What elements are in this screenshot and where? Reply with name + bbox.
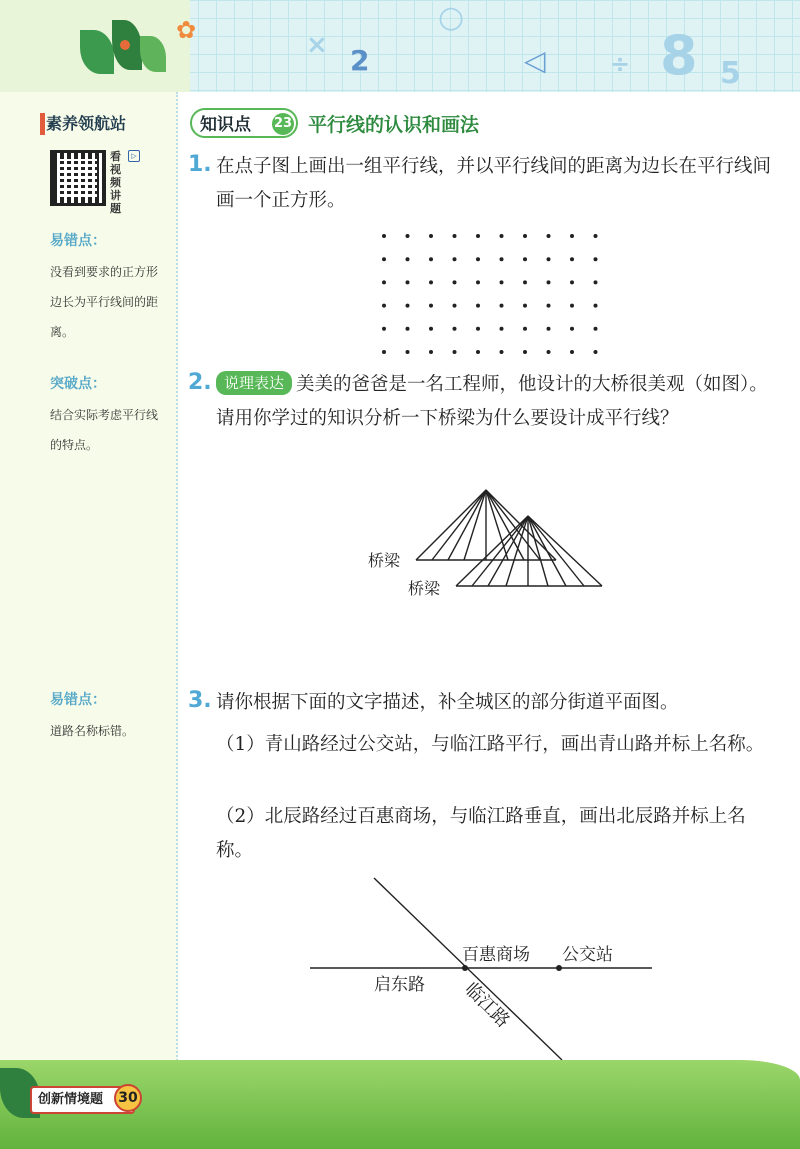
header-decoration — [0, 0, 190, 92]
grid-dot[interactable] — [594, 304, 598, 308]
river-road-label: 临江路 — [460, 978, 514, 1032]
bus-stop-point — [556, 965, 562, 971]
grid-dot[interactable] — [382, 257, 386, 261]
grid-dot[interactable] — [523, 280, 527, 284]
grid-dot[interactable] — [429, 327, 433, 331]
grid-dot[interactable] — [382, 304, 386, 308]
grid-dot[interactable] — [570, 280, 574, 284]
question-subitem: （1）青山路经过公交站，与临江路平行，画出青山路并标上名称。 — [216, 734, 765, 755]
grid-dot[interactable] — [594, 327, 598, 331]
grid-dot[interactable] — [429, 350, 433, 354]
grid-dot[interactable] — [500, 327, 504, 331]
grid-dot[interactable] — [476, 234, 480, 238]
sidebar-badge — [46, 110, 126, 138]
grid-dot[interactable] — [429, 304, 433, 308]
question-subitem: （2）北辰路经过百惠商场，与临江路垂直，画出北辰路并标上名称。 — [216, 806, 746, 861]
grid-dot[interactable] — [453, 304, 457, 308]
footer-label: 创新情境题 — [30, 1086, 135, 1114]
grid-dot[interactable] — [500, 304, 504, 308]
grid-dot[interactable] — [453, 327, 457, 331]
note-title: 易错点： — [50, 692, 106, 708]
bus-stop-label: 公交站 — [562, 945, 613, 965]
grid-dot[interactable] — [594, 257, 598, 261]
decor-circle-icon: ○ — [438, 0, 465, 35]
grid-dot[interactable] — [500, 234, 504, 238]
mall-label: 百惠商场 — [462, 945, 530, 965]
decor-digit-icon: 5 — [720, 56, 741, 91]
grid-dot[interactable] — [547, 327, 551, 331]
street-map[interactable] — [300, 870, 670, 1070]
grid-dot[interactable] — [547, 280, 551, 284]
butterfly-icon: ✿ — [176, 16, 197, 44]
note-text: 结合实际考虑平行线的特点。 — [50, 408, 159, 452]
note-title: 易错点： — [50, 233, 106, 249]
bridge-label: 桥梁 — [408, 579, 441, 598]
grid-dot[interactable] — [382, 350, 386, 354]
grid-dot[interactable] — [594, 350, 598, 354]
grid-dot[interactable] — [594, 280, 598, 284]
note-title: 突破点： — [50, 376, 106, 392]
decor-plus-icon: × — [306, 30, 328, 60]
qr-code-icon[interactable] — [50, 150, 106, 206]
grid-dot[interactable] — [406, 234, 410, 238]
grid-dot[interactable] — [523, 327, 527, 331]
linjiang-road-line — [374, 878, 562, 1060]
grid-dot[interactable] — [382, 280, 386, 284]
grid-dot[interactable] — [523, 257, 527, 261]
question-number: 1. — [188, 152, 212, 177]
grid-dot[interactable] — [406, 257, 410, 261]
play-icon: ▷ — [128, 150, 140, 162]
decor-triangle-icon: ◁ — [524, 44, 546, 77]
grid-dot[interactable] — [476, 327, 480, 331]
decor-digit-icon: 8 — [660, 24, 698, 87]
topic-title: 平行线的认识和画法 — [308, 114, 480, 136]
grid-dot[interactable] — [547, 304, 551, 308]
dot-grid[interactable] — [372, 226, 608, 362]
decor-digit-icon: 2 — [350, 44, 370, 77]
question-text — [216, 368, 776, 436]
grid-dot[interactable] — [406, 350, 410, 354]
topic-label: 知识点 — [200, 115, 251, 135]
grid-dot[interactable] — [429, 280, 433, 284]
grid-dot[interactable] — [570, 327, 574, 331]
grid-dot[interactable] — [382, 234, 386, 238]
mall-point — [462, 965, 468, 971]
sidebar-badge-label: 素养领航站 — [46, 114, 127, 133]
grid-dot[interactable] — [429, 257, 433, 261]
east-road-label: 启东路 — [374, 975, 425, 995]
grid-dot[interactable] — [476, 280, 480, 284]
grid-dot[interactable] — [476, 304, 480, 308]
grid-dot[interactable] — [547, 257, 551, 261]
grid-dot[interactable] — [523, 304, 527, 308]
question-text: 在点子图上画出一组平行线，并以平行线间的距离为边长在平行线间画一个正方形。 — [216, 156, 772, 211]
question-number: 3. — [188, 688, 212, 713]
question-body: 美美的爸爸是一名工程师，他设计的大桥很美观（如图）。请用你学过的知识分析一下桥梁为什么要设计成平行线？ — [216, 374, 768, 429]
grid-dot[interactable] — [523, 234, 527, 238]
grid-dot[interactable] — [453, 234, 457, 238]
grid-dot[interactable] — [523, 350, 527, 354]
grid-dot[interactable] — [570, 234, 574, 238]
bridge-label: 桥梁 — [368, 551, 401, 570]
question-text: 请你根据下面的文字描述，补全城区的部分街道平面图。 — [216, 692, 679, 713]
topic-pill — [190, 108, 298, 138]
grid-dot[interactable] — [570, 350, 574, 354]
grid-dot[interactable] — [500, 280, 504, 284]
grid-dot[interactable] — [570, 304, 574, 308]
page-number: 30 — [114, 1084, 142, 1112]
grid-dot[interactable] — [453, 350, 457, 354]
decor-divide-icon: ÷ — [610, 50, 631, 78]
grid-dot[interactable] — [547, 350, 551, 354]
grid-dot[interactable] — [453, 257, 457, 261]
grid-dot[interactable] — [382, 327, 386, 331]
bridge-figure — [360, 480, 620, 610]
grid-dot[interactable] — [406, 327, 410, 331]
grid-dot[interactable] — [570, 257, 574, 261]
grid-dot[interactable] — [594, 234, 598, 238]
grid-dot[interactable] — [406, 304, 410, 308]
note-text: 没看到要求的正方形边长为平行线间的距离。 — [50, 265, 159, 339]
question-tag: 说理表达 — [216, 371, 292, 395]
grid-dot[interactable] — [406, 280, 410, 284]
sidebar-divider — [176, 92, 178, 1072]
note-text: 道路名称标错。 — [50, 724, 135, 738]
grid-dot[interactable] — [476, 257, 480, 261]
grid-dot[interactable] — [429, 234, 433, 238]
topic-number: 23 — [272, 113, 294, 135]
grid-dot[interactable] — [547, 234, 551, 238]
qr-label: 看视频讲题 — [110, 150, 121, 215]
grid-dot[interactable] — [476, 350, 480, 354]
grid-dot[interactable] — [453, 280, 457, 284]
grid-dot[interactable] — [500, 257, 504, 261]
question-number: 2. — [188, 370, 212, 395]
grid-dot[interactable] — [500, 350, 504, 354]
